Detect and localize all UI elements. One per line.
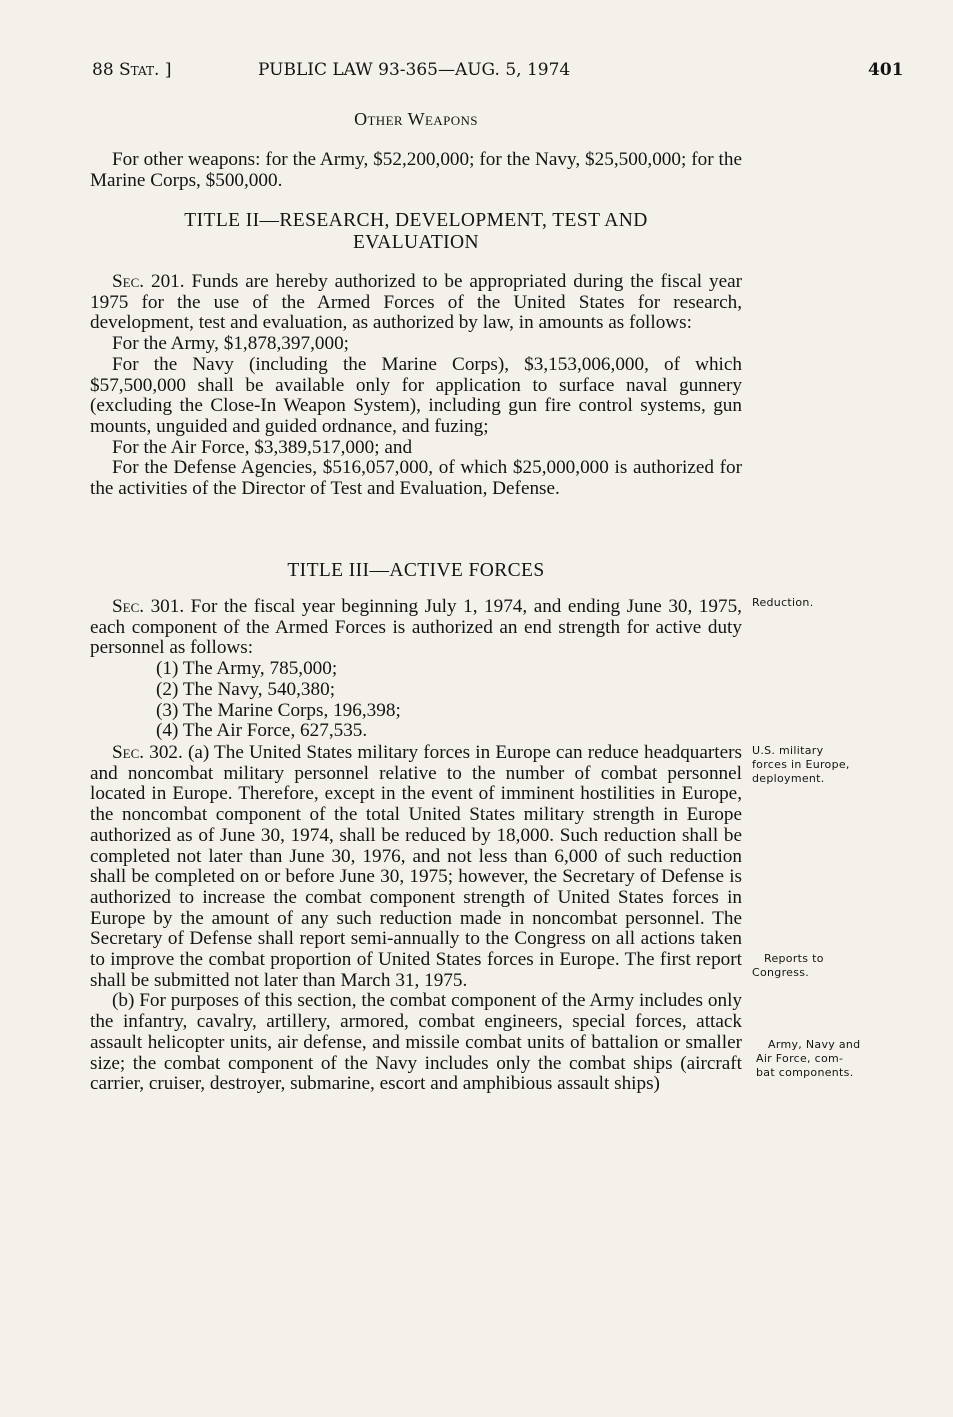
margin-note-europe-line1: U.S. military <box>752 744 824 757</box>
margin-note-reports-line2: Congress. <box>752 966 810 979</box>
title-ii-heading <box>90 210 742 254</box>
strength-item-army: (1) The Army, 785,000; <box>156 658 338 680</box>
section-201-defense: For the Defense Agencies, $516,057,000, of which $25,000,000 is authorized for the activities of the Director of Test and Evaluation, Defense. <box>90 457 742 500</box>
margin-note-combat-components <box>752 1038 897 1080</box>
strength-item-air-force: (4) The Air Force, 627,535. <box>156 720 368 742</box>
section-201-text: Funds are hereby authorized to be appropriated during the fiscal year 1975 for the use of the Armed Forces of the United States for research, development, test and evaluation, as authorized by law, in amounts as follows: <box>90 271 742 334</box>
margin-note-europe <box>752 744 897 786</box>
section-201-label: Sec. 201. <box>112 271 185 292</box>
title-ii-heading-line2: EVALUATION <box>352 232 480 253</box>
section-201-navy: For the Navy (including the Marine Corps), $3,153,006,000, of which $57,500,000 shall be available only for application to surface naval gunnery (excluding the Close-In Weapon System), including gun fire control systems, gun mounts, unguided and guided ordnance, and fuzing; <box>90 353 742 437</box>
strength-item-navy: (2) The Navy, 540,380; <box>156 678 336 700</box>
title-iii-heading: TITLE III—ACTIVE FORCES <box>287 560 545 581</box>
section-201 <box>90 272 742 500</box>
statute-reference: 88 Stat. ] <box>92 60 172 80</box>
section-301-text: For the fiscal year beginning July 1, 1974, and ending June 30, 1975, each component of the Armed Forces is authorized an end strength for active duty personnel as follows: <box>90 596 742 659</box>
margin-note-combat-line1: Army, Navy and <box>768 1038 861 1051</box>
margin-note-europe-line3: deployment. <box>752 772 825 785</box>
section-301-label: Sec. 301. <box>112 596 185 617</box>
margin-note-reduction: Reduction. <box>752 596 814 609</box>
section-302-label: Sec. 302. <box>112 742 183 763</box>
margin-note-reports <box>752 952 897 980</box>
section-301-intro <box>90 597 742 659</box>
page-number: 401 <box>868 60 904 80</box>
other-weapons-heading: Other Weapons <box>354 109 478 129</box>
section-302 <box>90 743 742 1095</box>
page-header-title: PUBLIC LAW 93-365—AUG. 5, 1974 <box>258 60 571 80</box>
section-201-intro <box>90 272 742 334</box>
section-302-b: (b) For purposes of this section, the combat component of the Army includes only the infantry, cavalry, artillery, armored, combat engineers, special forces, attack assault helicopter units, air defense, and missile combat units of battalion or smaller size; the combat component of the Navy includes only the combat ships (aircraft carrier, cruiser, destroyer, submarine, escort and amphibious assault ships) <box>90 990 742 1095</box>
margin-note-reports-line1: Reports to <box>764 952 824 965</box>
section-302-a <box>90 743 742 991</box>
title-ii-heading-line1: TITLE II—RESEARCH, DEVELOPMENT, TEST AND <box>184 210 648 231</box>
margin-note-europe-line2: forces in Europe, <box>752 758 850 771</box>
section-302-a-text: (a) The United States military forces in Europe can reduce headquarters and noncombat military personnel relative to the number of combat personnel located in Europe. Therefore, except in the event of imminent hostilities in Europe, the noncombat component of the total United States military strength in Europe authorized as of June 30, 1974, shall be reduced by 18,000. Such reduction shall be completed not later than June 30, 1976, and not less than 6,000 of such reduction shall be completed on or before June 30, 1975; however, the Secretary of Defense is authorized to increase the combat component strength of United States forces in Europe by the amount of any such reduction made in noncombat personnel. The Secretary of Defense shall report semi-annually to the Congress on all actions taken to improve the combat proportion of United States forces in Europe. The first report shall be submitted not later than March 31, 1975. <box>90 742 742 991</box>
strength-item-marine-corps: (3) The Marine Corps, 196,398; <box>156 699 401 721</box>
section-301 <box>90 597 742 742</box>
section-201-army: For the Army, $1,878,397,000; <box>112 333 349 355</box>
section-201-air-force: For the Air Force, $3,389,517,000; and <box>112 436 413 458</box>
margin-note-combat-line2: Air Force, com- <box>756 1052 844 1065</box>
other-weapons-paragraph: For other weapons: for the Army, $52,200,000; for the Navy, $25,500,000; for the Marine Corps, $500,000. <box>90 149 742 191</box>
margin-note-combat-line3: bat components. <box>756 1066 854 1079</box>
